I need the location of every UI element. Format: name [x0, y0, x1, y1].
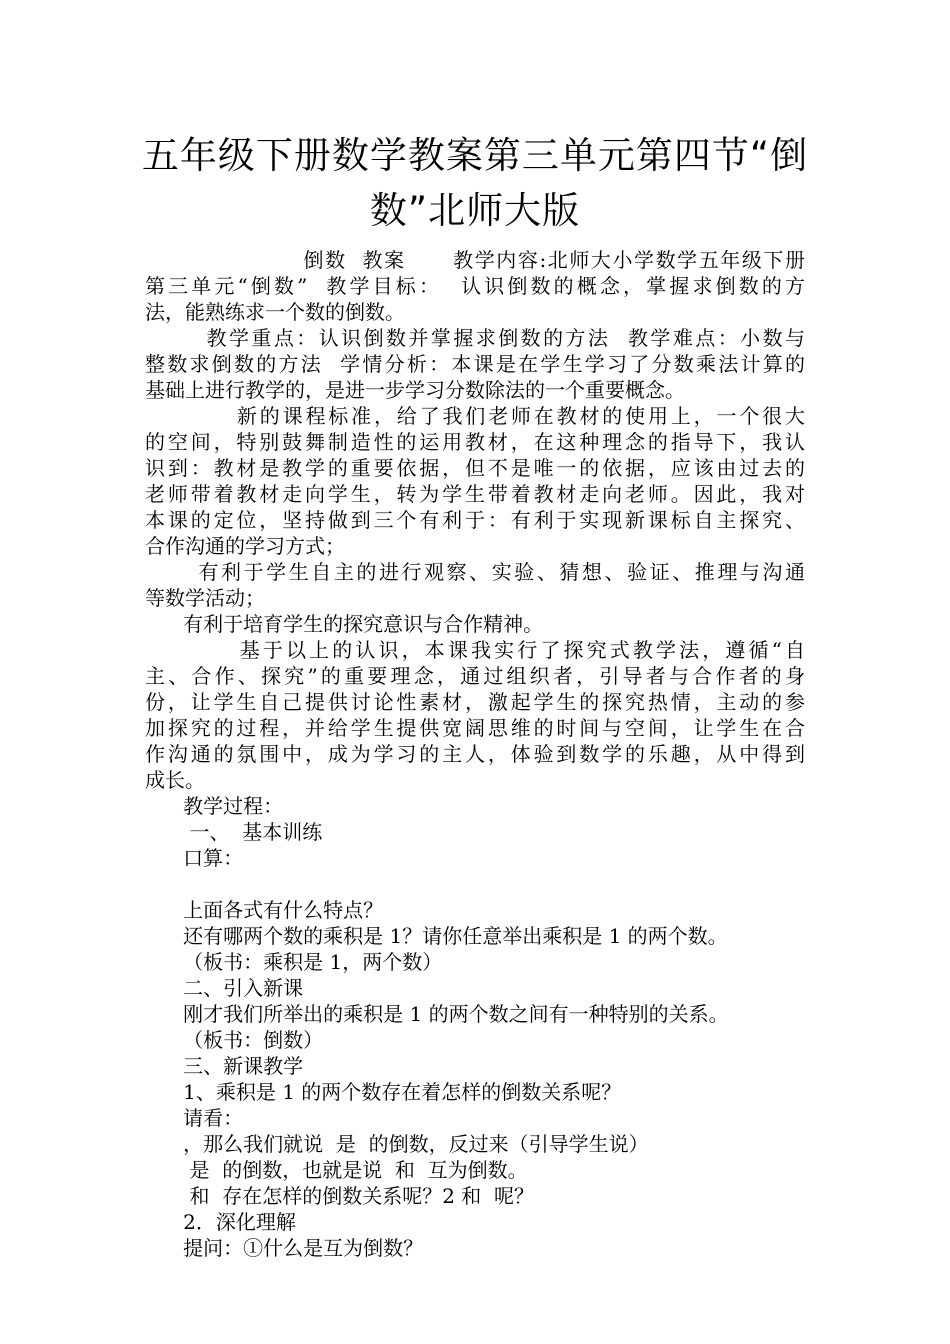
paragraph-line: （板书：乘积是 1，两个数）	[145, 950, 443, 974]
section-heading: 三、新课教学	[145, 1054, 304, 1078]
paragraph-line: 合作沟通的学习方式；	[145, 534, 345, 558]
page-title	[130, 128, 820, 238]
title-line-1: 五年级下册数学教案第三单元第四节“倒	[141, 134, 809, 177]
paragraph-line: 有利于培育学生的探究意识与合作精神。	[145, 612, 544, 636]
section-heading: 二、引入新课	[145, 976, 304, 1000]
paragraph-line: 识到：教材是教学的重要依据，但不是唯一的依据，应该由过去的	[145, 456, 805, 480]
section-heading: 教学过程：	[145, 794, 284, 818]
paragraph-line: 第三单元“倒数” 教学目标： 认识倒数的概念，掌握求倒数的方	[145, 274, 805, 298]
paragraph-line: 刚才我们所举出的乘积是 1 的两个数之间有一种特别的关系。	[145, 1002, 729, 1026]
paragraph-line: 份，让学生自己提供讨论性素材，激起学生的探究热情，主动的参	[145, 690, 805, 714]
paragraph-line: 基础上进行教学的，是进一步学习分数除法的一个重要概念。	[145, 378, 685, 402]
paragraph-line: 和 存在怎样的倒数关系呢？2 和 呢？	[145, 1184, 535, 1208]
paragraph-line: 作沟通的氛围中，成为学习的主人，体验到数学的乐趣，从中得到	[145, 742, 805, 766]
paragraph-line: 主、合作、探究”的重要理念，通过组织者，引导者与合作者的身	[145, 664, 805, 688]
paragraph-line: 本课的定位，坚持做到三个有利于：有利于实现新课标自主探究、	[145, 508, 805, 532]
paragraph-line: 还有哪两个数的乘积是 1？请你任意举出乘积是 1 的两个数。	[145, 924, 728, 948]
paragraph-line: 的空间，特别鼓舞制造性的运用教材，在这种理念的指导下，我认	[145, 430, 805, 454]
paragraph-line: 加探究的过程，并给学生提供宽阔思维的时间与空间，让学生在合	[145, 716, 805, 740]
paragraph-line: 教学重点：认识倒数并掌握求倒数的方法 教学难点：小数与	[145, 326, 805, 350]
paragraph-line: 口算：	[145, 846, 244, 870]
paragraph-line: 新的课程标准，给了我们老师在教材的使用上，一个很大	[145, 404, 805, 428]
paragraph-line: 老师带着教材走向学生，转为学生带着教材走向老师。因此，我对	[145, 482, 805, 506]
paragraph-line: 请看：	[145, 1106, 244, 1130]
paragraph-line: 等数学活动；	[145, 586, 265, 610]
paragraph-line: 整数求倒数的方法 学情分析：本课是在学生学习了分数乘法计算的	[145, 352, 805, 376]
paragraph-line: 提问：①什么是互为倒数？	[145, 1236, 424, 1260]
paragraph-line: （板书：倒数）	[145, 1028, 324, 1052]
title-line-2: 数”北师大版	[369, 189, 581, 232]
paragraph-line: 基于以上的认识，本课我实行了探究式教学法，遵循“自	[145, 638, 805, 662]
paragraph-line: 1、乘积是 1 的两个数存在着怎样的倒数关系呢？	[145, 1080, 622, 1104]
section-heading: 2．深化理解	[145, 1210, 296, 1234]
paragraph-line: 法，能熟练求一个数的倒数。	[145, 300, 405, 324]
paragraph-line: 成长。	[145, 768, 205, 792]
paragraph-line: 是 的倒数，也就是说 和 互为倒数。	[145, 1158, 528, 1182]
paragraph-line: 上面各式有什么特点？	[145, 898, 384, 922]
paragraph-line: ，那么我们就说 是 的倒数，反过来（引导学生说）	[145, 1132, 649, 1156]
section-heading: 一、 基本训练	[145, 820, 323, 844]
paragraph-line: 倒数 教案 教学内容:北师大小学数学五年级下册	[145, 248, 805, 272]
paragraph-line: 有利于学生自主的进行观察、实验、猜想、验证、推理与沟通	[145, 560, 805, 584]
